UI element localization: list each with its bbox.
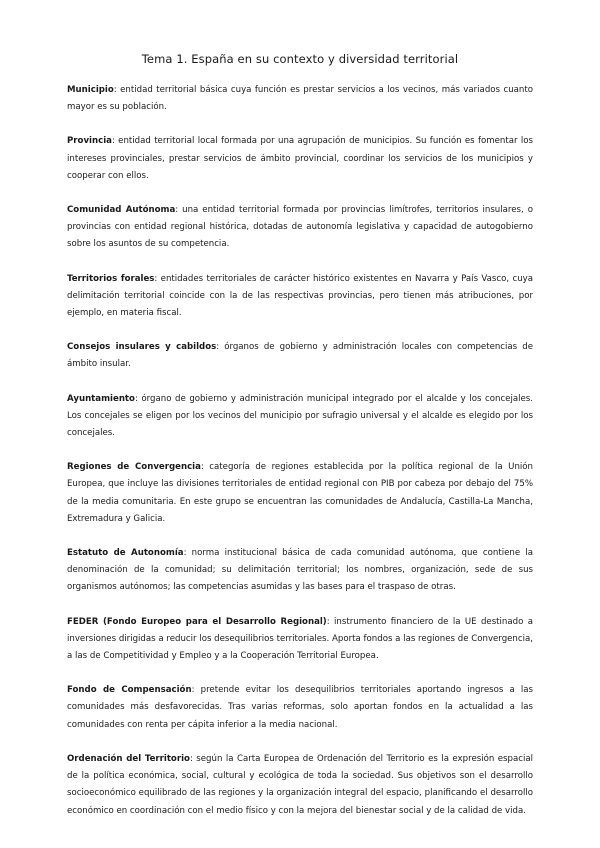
entry-definition: : pretende evitar los desequilibrios territoriales aportando ingresos a las comunidades más desfavorecidas. Tras varias reformas, solo aportan fondos en la actualidad a las comunidades con renta per cápita inferior a la media nacional. [67, 685, 533, 730]
entry-term: Municipio [67, 85, 114, 95]
entry-ordenacion-territorio [67, 751, 533, 820]
entry-definition: : categoría de regiones establecida por la política regional de la Unión Europea, que incluye las divisiones territoriales de entidad regional con PIB por cabeza por debajo del 75% de la media comunitaria. En este grupo se encuentran las comunidades de Andalucía, Castilla-La Mancha, Extremadura y Galicia. [67, 462, 533, 524]
entry-term: Provincia [67, 136, 112, 147]
entry-term: Fondo de Compensación [67, 685, 192, 696]
entry-definition: : norma institucional básica de cada comunidad autónoma, que contiene la denominación de la comunidad; su delimitación territorial; los nombres, organización, sede de sus organismos autónomos; las competencias asumidas y las bases para el traspaso de otras. [67, 548, 533, 593]
entry-estatuto-autonomia [67, 545, 533, 597]
entry-definition: : entidad territorial básica cuya función es prestar servicios a los vecinos, más variados cuanto mayor es su población. [67, 85, 533, 113]
entry-term: FEDER (Fondo Europeo para el Desarrollo Regional) [67, 616, 327, 627]
entry-regiones-convergencia [67, 459, 533, 528]
entry-fondo-compensacion [67, 682, 533, 734]
entry-term: Ordenación del Territorio [67, 753, 190, 764]
page-title: Tema 1. España en su contexto y diversidad territorial [141, 52, 459, 66]
entry-definition: : según la Carta Europea de Ordenación del Territorio es la expresión espacial de la política económica, social, cultural y ecológica de toda la sociedad. Sus objetivos son el desarrollo socioeconómico equilibrado de las regiones y la organización integral del espacio, planificando el desarrollo económico en coordinación con el medio físico y con la mejora del bienestar social y de la calidad de vida. [67, 753, 534, 816]
entry-municipio [67, 82, 533, 116]
entry-term: Comunidad Autónoma [67, 205, 176, 216]
entry-feder [67, 614, 533, 666]
entry-definition: : una entidad territorial formada por provincias limítrofes, territorios insulares, o provincias con entidad regional histórica, dotadas de autonomía legislativa y capacidad de autogobierno sobre los asuntos de su competencia. [67, 205, 533, 250]
entry-consejos-insulares [67, 339, 533, 373]
entry-comunidad-autonoma [67, 202, 533, 254]
entry-definition: : órgano de gobierno y administración municipal integrado por el alcalde y los concejales. Los concejales se eligen por los vecinos del municipio por sufragio universal y el alcalde es elegido por los concejales. [67, 393, 533, 439]
entry-ayuntamiento [67, 391, 533, 443]
entry-term: Regiones de Convergencia [67, 462, 201, 473]
entry-definition: : instrumento financiero de la UE destinado a inversiones dirigidas a reducir los desequilibrios territoriales. Aporta fondos a las regiones de Convergencia, a las de Competitividad y Empleo y a la Cooperación Territorial Europea. [67, 616, 533, 662]
entry-definition: : entidades territoriales de carácter histórico existentes en Navarra y País Vasco, cuya delimitación territorial coincide con la de las respectivas provincias, pero tienen más atribuciones, por ejemplo, en materia fiscal. [67, 273, 533, 319]
entry-term: Estatuto de Autonomía [67, 548, 184, 559]
entry-definition: : entidad territorial local formada por una agrupación de municipios. Su función es fomentar los intereses provinciales, prestar servicios de ámbito provincial, coordinar los servicios de los municipios y cooperar con ellos. [67, 136, 533, 181]
entry-provincia [67, 133, 533, 185]
entry-territorios-forales [67, 271, 533, 323]
entry-term: Territorios forales [67, 273, 155, 284]
entry-definition: : órganos de gobierno y administración locales con competencias de ámbito insular. [67, 342, 533, 370]
entry-term: Consejos insulares y cabildos [67, 342, 217, 353]
entry-term: Ayuntamiento [67, 393, 135, 404]
